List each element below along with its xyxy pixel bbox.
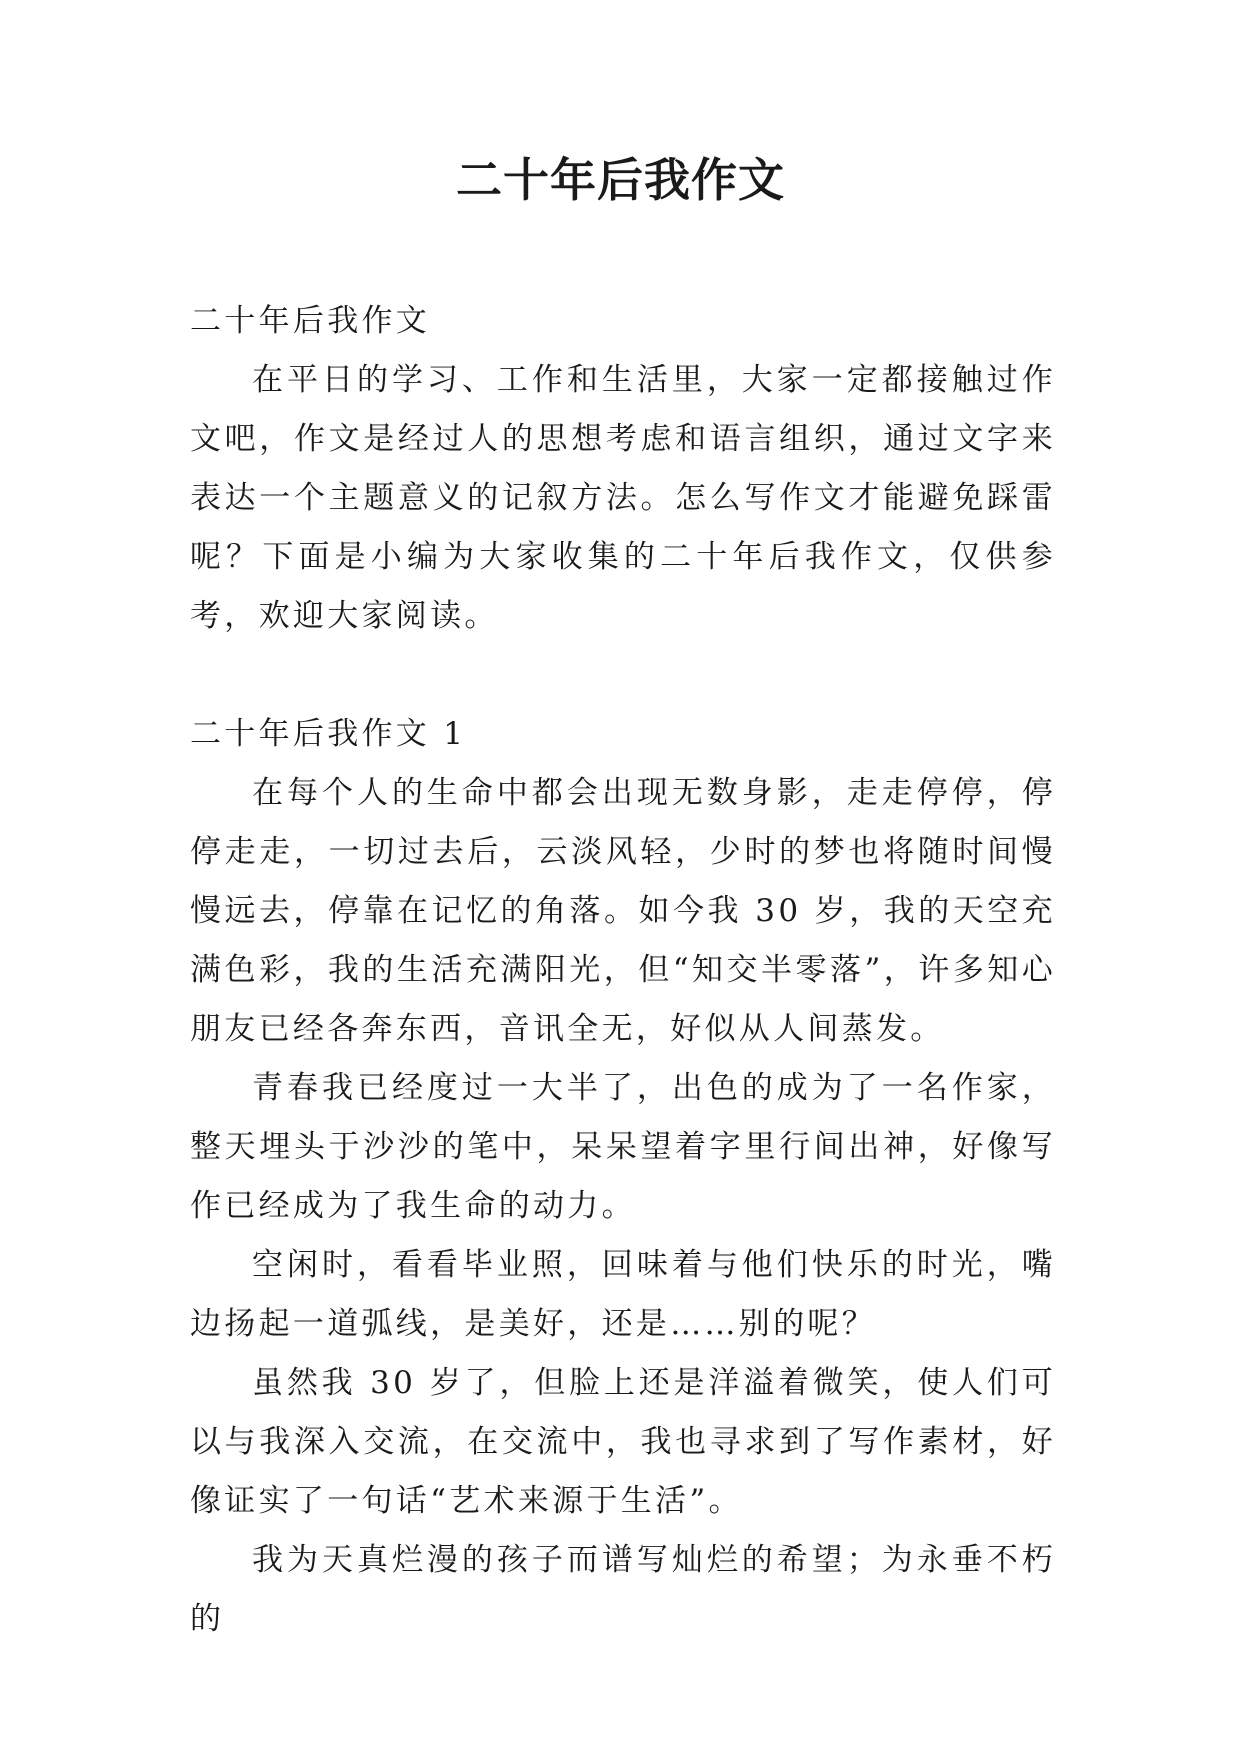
document-title: 二十年后我作文 xyxy=(456,153,785,207)
intro-heading: 二十年后我作文 xyxy=(190,303,431,339)
document-body xyxy=(190,292,1056,1649)
section-spacer xyxy=(190,646,1056,705)
body-paragraph: 虽然我 30 岁了，但脸上还是洋溢着微笑，使人们可以与我深入交流，在交流中，我也寻求到了写作素材，好像证实了一句话“艺术来源于生活”。 xyxy=(190,1365,1056,1519)
intro-paragraph: 在平日的学习、工作和生活里，大家一定都接触过作文吧，作文是经过人的思想考虑和语言组织，通过文字来表达一个主题意义的记叙方法。怎么写作文才能避免踩雷呢？下面是小编为大家收集的二十年后我作文，仅供参考，欢迎大家阅读。 xyxy=(190,362,1056,634)
body-paragraph: 青春我已经度过一大半了，出色的成为了一名作家，整天埋头于沙沙的笔中，呆呆望着字里行间出神，好像写作已经成为了我生命的动力。 xyxy=(190,1070,1056,1224)
section-heading: 二十年后我作文 1 xyxy=(190,716,467,752)
body-paragraph: 在每个人的生命中都会出现无数身影，走走停停，停停走走，一切过去后，云淡风轻，少时的梦也将随时间慢慢远去，停靠在记忆的角落。如今我 30 岁，我的天空充满色彩，我的生活充满阳光，但“知交半零落”，许多知心朋友已经各奔东西，音讯全无，好似从人间蒸发。 xyxy=(190,775,1056,1047)
body-paragraph: 我为天真烂漫的孩子而谱写灿烂的希望；为永垂不朽的 xyxy=(190,1542,1056,1637)
body-paragraph: 空闲时，看看毕业照，回味着与他们快乐的时光，嘴边扬起一道弧线，是美好，还是……别的呢？ xyxy=(190,1247,1056,1342)
